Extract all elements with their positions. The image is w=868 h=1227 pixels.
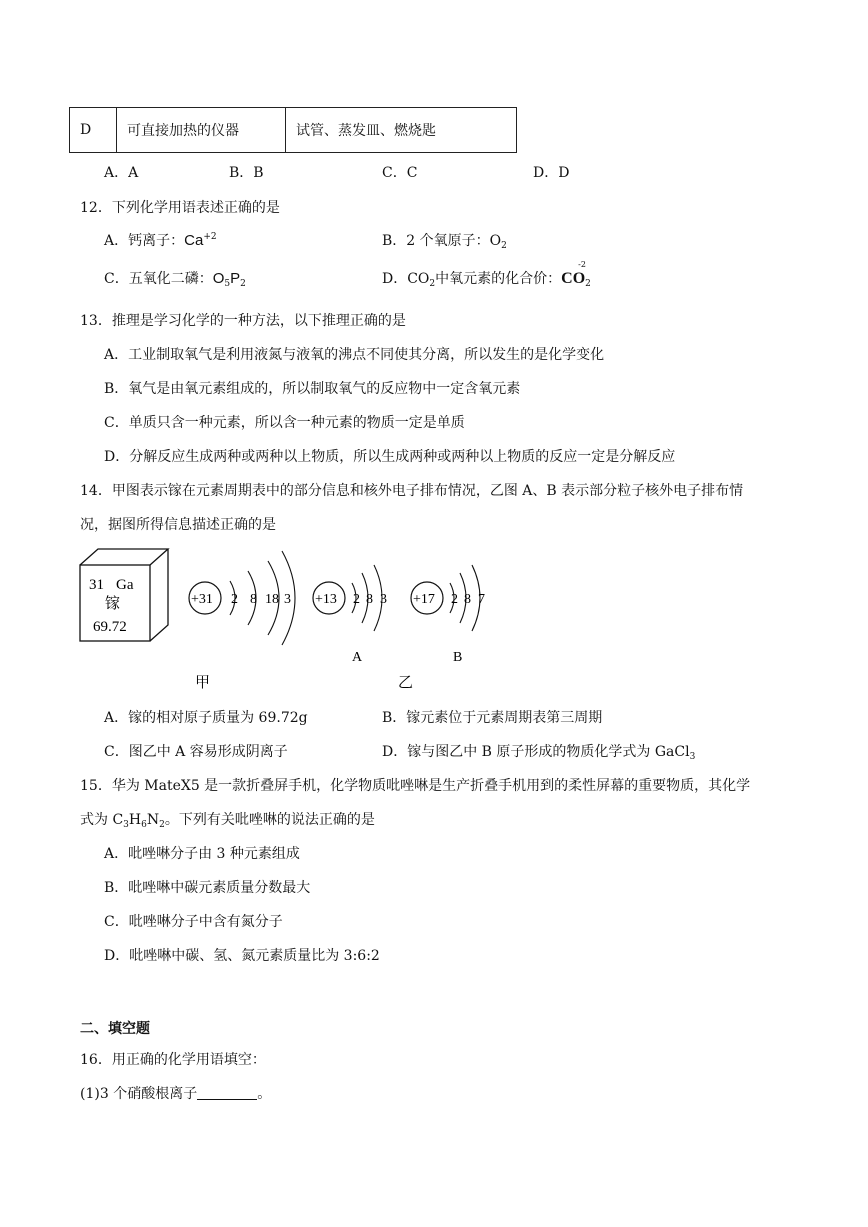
stem-text: 。下列有关吡唑啉的说法正确的是 — [164, 812, 375, 828]
q14-option-a: A．镓的相对原子质量为 69.72g — [104, 710, 308, 726]
option-text: D．CO — [382, 271, 430, 287]
part-text: 。 — [257, 1086, 272, 1102]
formula: O — [489, 233, 502, 249]
formula: O — [212, 270, 225, 287]
subscript: 2 — [429, 279, 436, 289]
cell-number: 31 — [89, 577, 104, 593]
part-text: (1)3 个硝酸根离子 — [80, 1086, 198, 1102]
shell-electrons: 2 — [353, 592, 360, 607]
q14-option-c: C．图乙中 A 容易形成阴离子 — [104, 744, 288, 760]
atom-structure-figure — [70, 545, 530, 695]
q14-stem-line2: 况，据图所得信息描述正确的是 — [80, 517, 276, 533]
cell-mass: 69.72 — [93, 619, 127, 635]
q16-part-1 — [80, 1083, 271, 1103]
q12-option-c — [104, 268, 246, 289]
subscript: 5 — [224, 279, 231, 289]
label-a: A — [352, 650, 363, 665]
shell-electrons: 7 — [478, 592, 485, 607]
a-atom-diagram — [313, 565, 387, 631]
valence-mark: -2 — [578, 260, 586, 269]
q12-stem: 12．下列化学用语表述正确的是 — [80, 200, 280, 216]
q12-option-b — [382, 230, 507, 251]
q12-option-a — [104, 230, 217, 250]
option-text: A．钙离子： — [104, 233, 185, 249]
subscript: 2 — [501, 241, 507, 251]
label-b: B — [453, 650, 463, 665]
stem-text: 式为 C — [80, 812, 124, 828]
ga-atom-diagram — [189, 551, 295, 645]
subscript: 2 — [159, 820, 165, 830]
shell-electrons: 3 — [380, 592, 387, 607]
options-table-fragment — [69, 107, 517, 153]
q14-option-b: B．镓元素位于元素周期表第三周期 — [382, 710, 603, 726]
q13-option-c: C．单质只含一种元素，所以含一种元素的物质一定是单质 — [104, 415, 465, 431]
b-atom-diagram — [411, 565, 485, 631]
q14-stem-line1: 14．甲图表示镓在元素周期表中的部分信息和核外电子排布情况，乙图 A、B 表示部分粒子核外电子排布情 — [80, 483, 744, 499]
option-text: B．2 个氧原子： — [382, 233, 490, 249]
shell-electrons: 3 — [284, 592, 291, 607]
q13-stem: 13．推理是学习化学的一种方法，以下推理正确的是 — [80, 313, 406, 329]
q11-option-b: B．B — [229, 165, 264, 181]
nucleus-label: +31 — [191, 592, 213, 607]
q16-stem: 16．用正确的化学用语填空： — [80, 1052, 266, 1068]
formula: P — [230, 270, 241, 287]
q14-option-d — [382, 741, 695, 762]
q15-option-c: C．吡唑啉分子中含有氮分子 — [104, 914, 283, 930]
q11-option-d: D．D — [533, 165, 570, 181]
q15-stem-line1: 15．华为 MateX5 是一款折叠屏手机，化学物质吡唑啉是生产折叠手机用到的柔性屏幕的重要物质，其化学 — [80, 778, 751, 794]
formula: Ca — [184, 232, 204, 249]
section-heading: 二、填空题 — [80, 1021, 150, 1037]
subscript: 6 — [141, 820, 147, 830]
shell-electrons: 8 — [250, 592, 257, 607]
q15-stem-line2 — [80, 809, 375, 830]
table-cell: 可直接加热的仪器 — [117, 108, 286, 153]
option-text: C．五氧化二磷： — [104, 271, 213, 287]
q13-option-b: B．氧气是由氧元素组成的，所以制取氧气的反应物中一定含氧元素 — [104, 381, 521, 397]
q13-option-a: A．工业制取氧气是利用液氮与液氧的沸点不同使其分离，所以发生的是化学变化 — [104, 347, 605, 363]
table-cell: 试管、蒸发皿、燃烧匙 — [286, 108, 517, 153]
cell-name: 镓 — [105, 596, 121, 612]
table-cell: D — [70, 108, 117, 153]
shell-electrons: 2 — [451, 592, 458, 607]
q12-option-d — [382, 260, 591, 289]
subscript: 2 — [240, 279, 246, 289]
shell-electrons: 8 — [464, 592, 471, 607]
cell-symbol: Ga — [116, 577, 134, 593]
nucleus-label: +17 — [413, 592, 435, 607]
table-row — [70, 108, 517, 153]
option-text: D．镓与图乙中 B 原子形成的物质化学式为 GaCl — [382, 744, 690, 760]
q15-option-d: D．吡唑啉中碳、氢、氮元素质量比为 3:6:2 — [104, 948, 380, 964]
superscript: +2 — [203, 232, 217, 242]
periodic-cell — [80, 549, 168, 641]
label-yi: 乙 — [398, 675, 414, 691]
q13-option-d: D．分解反应生成两种或两种以上物质，所以生成两种或两种以上物质的反应一定是分解反应 — [104, 449, 676, 465]
q15-option-b: B．吡唑啉中碳元素质量分数最大 — [104, 880, 311, 896]
answer-blank[interactable] — [197, 1085, 257, 1100]
q11-option-a: A．A — [104, 165, 139, 181]
shell-electrons: 2 — [231, 592, 238, 607]
stem-text: H — [128, 812, 142, 828]
nucleus-label: +13 — [315, 592, 337, 607]
subscript: 3 — [689, 752, 696, 762]
q11-option-c: C．C — [382, 165, 418, 181]
label-jia: 甲 — [195, 675, 211, 691]
shell-electrons: 8 — [366, 592, 373, 607]
q15-option-a: A．吡唑啉分子由 3 种元素组成 — [104, 846, 300, 862]
subscript: 2 — [585, 279, 591, 289]
formula: CO — [561, 270, 586, 287]
subscript: 3 — [123, 820, 129, 830]
option-text: 中氧元素的化合价： — [435, 271, 562, 287]
stem-text: N — [146, 812, 160, 828]
shell-electrons: 18 — [265, 592, 279, 607]
